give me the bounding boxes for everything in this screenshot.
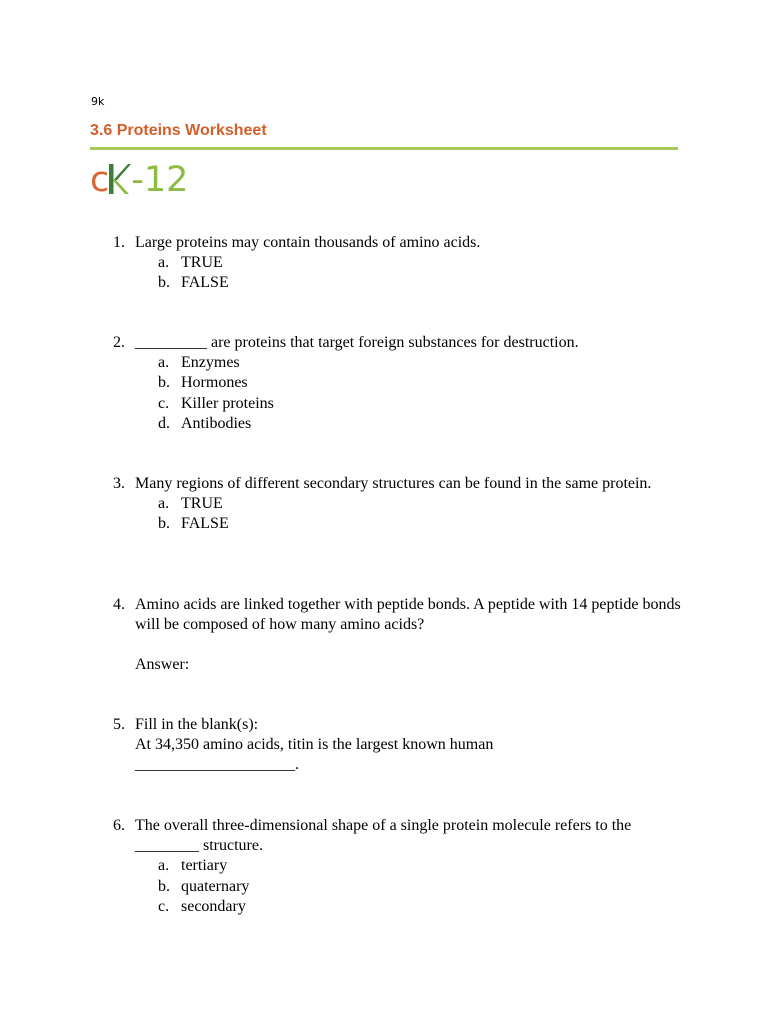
- list-item: [113, 394, 683, 414]
- list-item: [113, 856, 683, 876]
- option-letter: b.: [158, 877, 170, 895]
- list-item: [113, 514, 683, 534]
- logo-letter-c: c: [90, 160, 110, 200]
- question-text-blank: At 34,350 amino acids, titin is the largest known human ____________________.: [135, 736, 494, 774]
- option-letter: a.: [158, 254, 170, 272]
- option-text: Hormones: [181, 374, 248, 392]
- list-item: [113, 897, 683, 917]
- question-text: Fill in the blank(s):: [135, 716, 259, 733]
- option-text: TRUE: [181, 254, 223, 272]
- question-5: [113, 715, 683, 776]
- option-list: [113, 253, 683, 293]
- question-number: 1.: [113, 234, 125, 251]
- question-2: [113, 333, 683, 434]
- logo-text: -12: [131, 160, 189, 200]
- page-title: 3.6 Proteins Worksheet: [90, 122, 267, 139]
- header-note: 9k: [91, 95, 105, 108]
- list-item: [113, 373, 683, 393]
- option-list: [113, 856, 683, 917]
- question-4: [113, 595, 683, 676]
- list-item: [113, 253, 683, 273]
- question-1: [113, 233, 683, 294]
- option-text: Antibodies: [181, 414, 252, 432]
- question-text: Amino acids are linked together with peptide bonds. A peptide with 14 peptide bonds will be composed of how many amino acids?: [135, 596, 681, 634]
- option-letter: a.: [158, 857, 170, 875]
- option-text: tertiary: [181, 857, 228, 875]
- option-text: FALSE: [181, 274, 229, 292]
- option-text: Killer proteins: [181, 394, 274, 412]
- list-item: [113, 353, 683, 373]
- list-item: [113, 273, 683, 293]
- option-text: quaternary: [181, 877, 250, 895]
- option-text: FALSE: [181, 515, 229, 533]
- option-letter: b.: [158, 374, 170, 392]
- question-number: 6.: [113, 817, 125, 834]
- option-list: [113, 353, 683, 434]
- question-6: [113, 816, 683, 917]
- option-text: secondary: [181, 897, 246, 915]
- answer-label: Answer:: [135, 656, 190, 674]
- list-item: [113, 494, 683, 514]
- question-text: The overall three-dimensional shape of a single protein molecule refers to the ________ structure.: [135, 817, 632, 855]
- question-number: 2.: [113, 334, 125, 351]
- option-letter: b.: [158, 515, 170, 533]
- option-letter: a.: [158, 495, 170, 513]
- option-letter: d.: [158, 414, 170, 432]
- option-letter: a.: [158, 354, 170, 372]
- option-text: TRUE: [181, 495, 223, 513]
- list-item: [113, 877, 683, 897]
- option-text: Enzymes: [181, 354, 240, 372]
- option-list: [113, 494, 683, 534]
- question-number: 3.: [113, 475, 125, 492]
- option-letter: c.: [158, 897, 170, 915]
- option-letter: b.: [158, 274, 170, 292]
- question-number: 5.: [113, 716, 125, 733]
- question-number: 4.: [113, 596, 125, 613]
- list-item: [113, 414, 683, 434]
- question-3: [113, 474, 683, 535]
- question-text: _________ are proteins that target foreign substances for destruction.: [135, 334, 579, 351]
- question-text: Many regions of different secondary structures can be found in the same protein.: [135, 475, 652, 492]
- question-text: Large proteins may contain thousands of amino acids.: [135, 234, 481, 251]
- option-letter: c.: [158, 394, 170, 412]
